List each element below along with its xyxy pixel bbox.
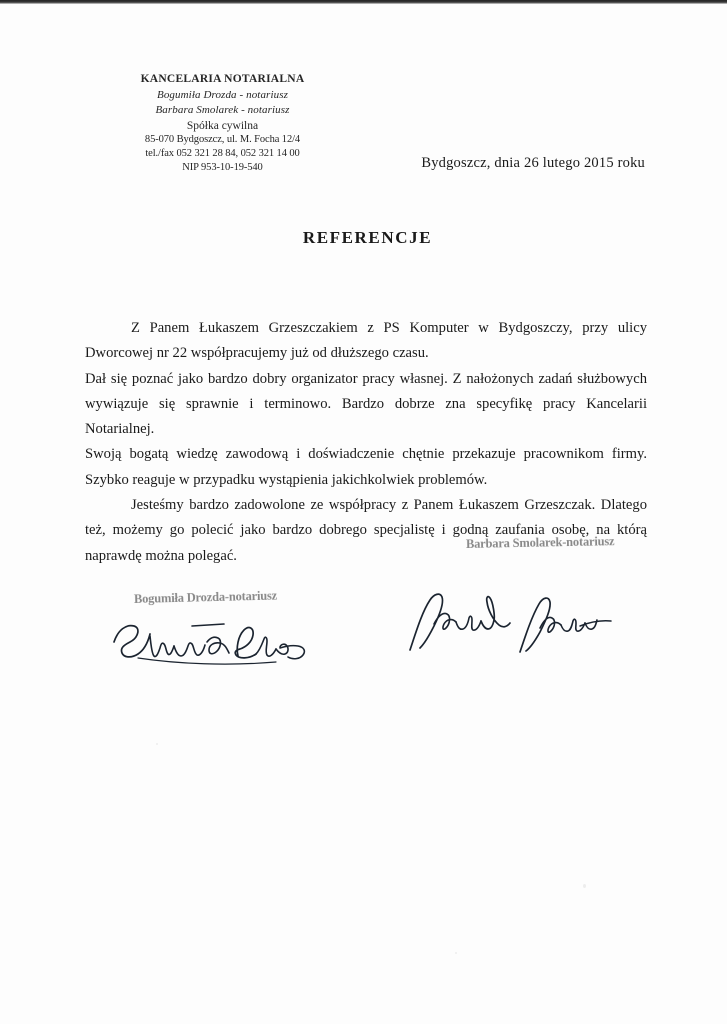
letterhead-office-name: KANCELARIA NOTARIALNA <box>140 73 305 85</box>
letterhead-phone: tel./fax 052 321 28 84, 052 321 14 00 <box>145 148 300 160</box>
body-paragraph: Z Panem Łukaszem Grzeszczakiem z PS Komputer w Bydgoszczy, przy ulicy Dworcowej nr 22 współpracujemy już od dłuższego czasu. <box>85 320 647 362</box>
page-title-text: REFERENCJE <box>302 228 433 247</box>
letter-body <box>85 316 647 569</box>
body-paragraph: Jesteśmy bardzo zadowolone ze współpracy z Panem Łukaszem Grzeszczak. Dlatego też, możemy go polecić jako bardzo dobrego specjalistę i godną zaufania osobę, na którą naprawdę można polegać. <box>85 497 647 564</box>
scan-edge-top <box>0 0 727 4</box>
letterhead-address: 85-070 Bydgoszcz, ul. M. Focha 12/4 <box>144 134 301 146</box>
dateline: Bydgoszcz, dnia 26 lutego 2015 roku <box>421 155 645 171</box>
scan-speck <box>156 743 158 745</box>
letterhead-notary-2: Barbara Smolarek - notariusz <box>155 104 290 117</box>
letterhead-notary-1: Bogumiła Drozda - notariusz <box>157 88 288 101</box>
page-title <box>0 228 727 248</box>
signature-drozda <box>108 612 323 670</box>
body-paragraph: Swoją bogatą wiedzę zawodową i doświadczenie chętnie przekazuje pracownikom firmy. Szybko reaguje w przypadku wystąpienia jakichkolwiek problemów. <box>85 446 647 488</box>
letterhead-tax-id: NIP 953-10-19-540 <box>182 161 263 173</box>
scan-speck <box>455 952 457 954</box>
signature-smolarek <box>400 588 615 656</box>
body-paragraph: Dał się poznać jako bardzo dobry organizator pracy własnej. Z nałożonych zadań służbowych wywiązuje się sprawnie i terminowo. Bardzo dobrze zna specyfikę pracy Kancelarii Notarialnej. <box>85 370 647 438</box>
letterhead-company-form: Spółka cywilna <box>186 119 259 132</box>
scan-speck <box>583 884 586 888</box>
notary-stamp-drozda: Bogumiła Drozda-notariusz <box>133 588 278 606</box>
notary-stamp-smolarek: Barbara Smolarek-notariusz <box>465 534 615 551</box>
